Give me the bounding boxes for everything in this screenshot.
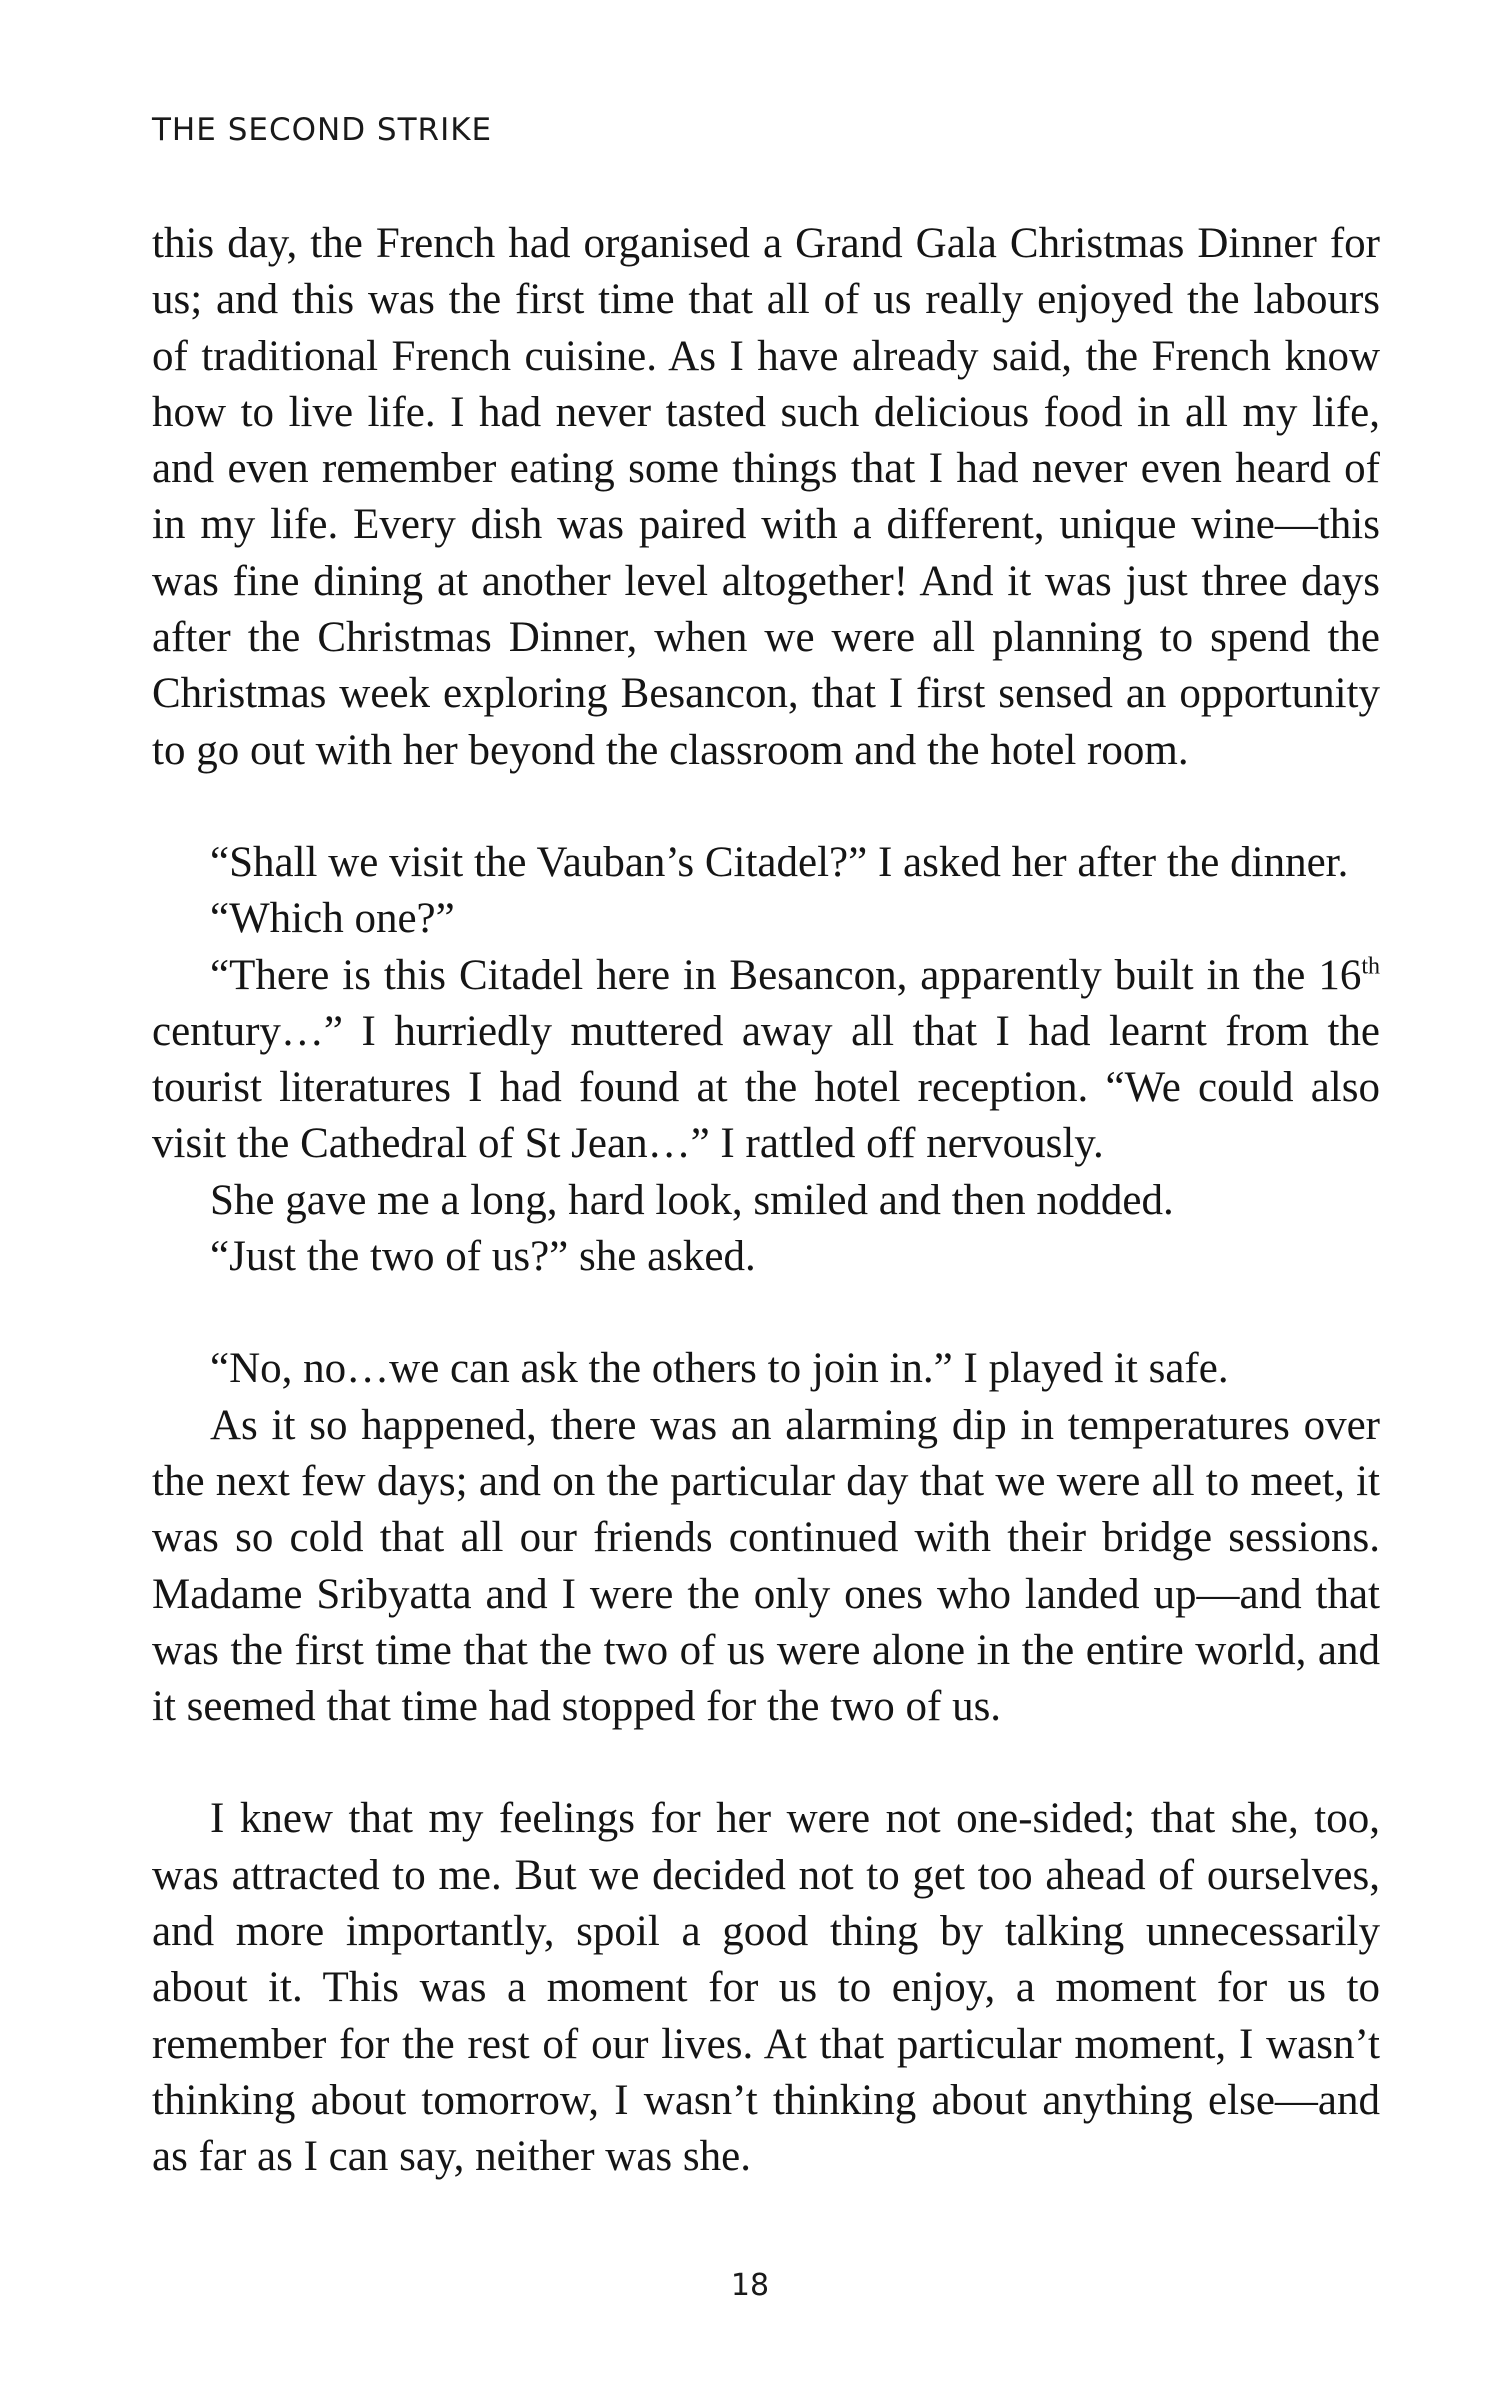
paragraph-8: As it so happened, there was an alarming dip in temperatures over the next few days; and on the particular day that we were all to meet, it was so cold that all our friends continued with their bridge sessions. Madame Sribyatta and I were the only ones who landed up—and that was the first time that the two of us were alone in the entire world, and it seemed that time had stopped for the two of us. (152, 1401, 1380, 1731)
paragraph-5: She gave me a long, hard look, smiled and then nodded. (210, 1176, 1174, 1224)
body-text (152, 216, 1380, 2186)
running-header: THE SECOND STRIKE (152, 112, 493, 148)
paragraph-6: “Just the two of us?” she asked. (210, 1233, 756, 1281)
paragraph-4 (152, 948, 1380, 1173)
paragraph-4-text-b: century…” I hurriedly muttered away all that I had learnt from the tourist literatures I had found at the hotel reception. “We could also visit the Cathedral of St Jean…” I rattled off nervously. (152, 1007, 1380, 1168)
ordinal-superscript: th (1361, 953, 1380, 980)
paragraph-9: I knew that my feelings for her were not one-sided; that she, too, was attracted to me. But we decided not to get too ahead of ourselves, and more importantly, spoil a good thing by talking unnecessarily about it. This was a moment for us to enjoy, a moment for us to remember for the rest of our lives. At that particular moment, I wasn’t thinking about tomorrow, I wasn’t thinking about anything else—and as far as I can say, neither was she. (152, 1795, 1380, 2181)
paragraph-7: “No, no…we can ask the others to join in.” I played it safe. (210, 1345, 1229, 1393)
paragraph-1: this day, the French had organised a Grand Gala Christmas Dinner for us; and this was the first time that all of us really enjoyed the labours of traditional French cuisine. As I have already said, the French know how to live life. I had never tasted such delicious food in all my life, and even remember eating some things that I had never even heard of in my life. Every dish was paired with a different, unique wine—this was fine dining at another level altogether! And it was just three days after the Christmas Dinner, when we were all planning to spend the Christmas week exploring Besancon, that I first sensed an opportunity to go out with her beyond the classroom and the hotel room. (152, 220, 1380, 774)
paragraph-4-text-a: “There is this Citadel here in Besancon, apparently built in the 16 (210, 951, 1362, 999)
paragraph-3: “Which one?” (210, 895, 455, 943)
page-number: 18 (730, 2268, 770, 2303)
paragraph-2: “Shall we visit the Vauban’s Citadel?” I asked her after the dinner. (210, 838, 1349, 886)
